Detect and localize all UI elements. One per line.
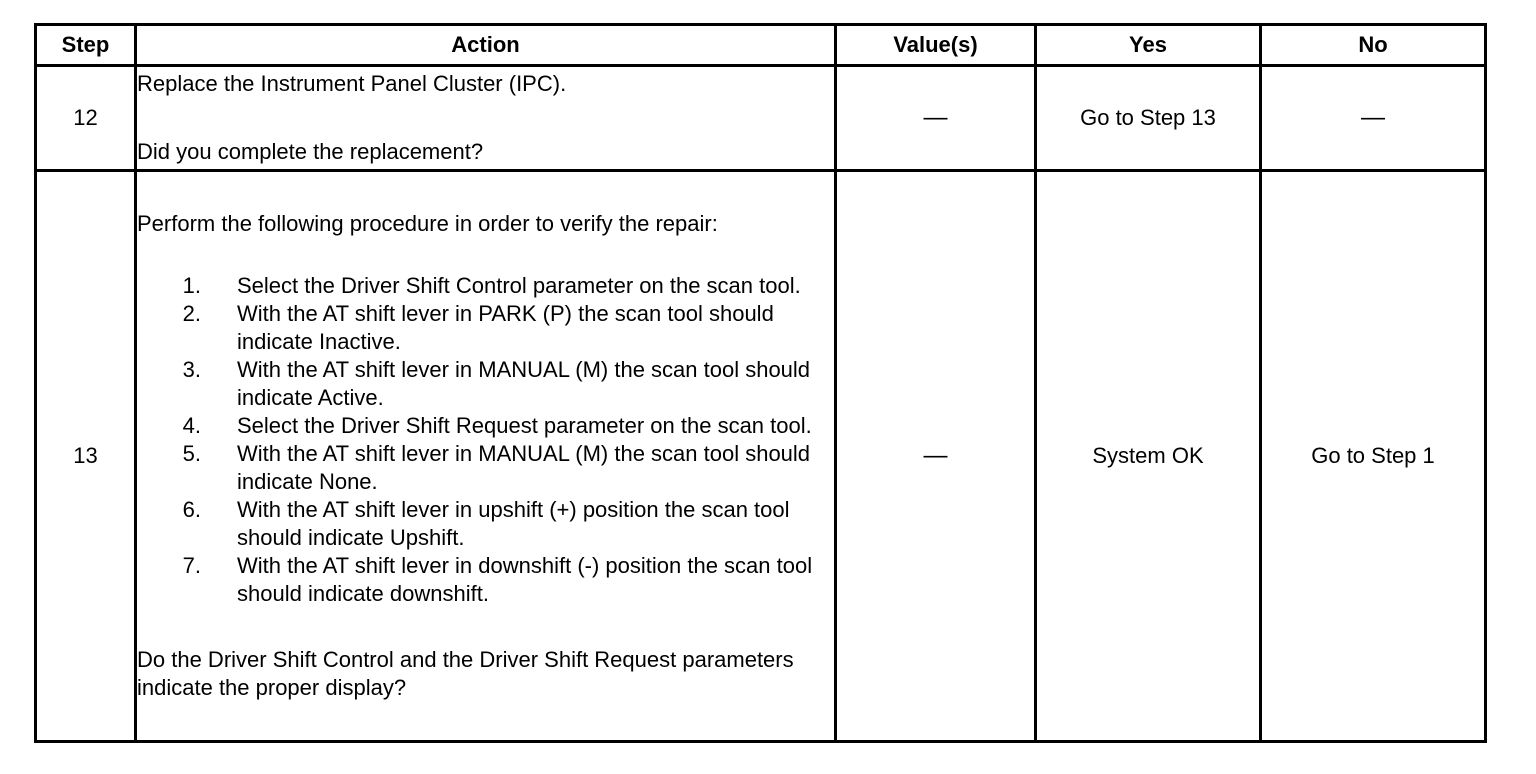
table-row (36, 171, 1486, 742)
table-row (36, 66, 1486, 171)
list-item (137, 356, 834, 412)
action-question: Do the Driver Shift Control and the Driver Shift Request parameters indicate the proper display? (137, 647, 794, 700)
list-item-text: Select the Driver Shift Control parameter on the scan tool. (237, 273, 801, 298)
list-item-text: Select the Driver Shift Request parameter on the scan tool. (237, 413, 812, 438)
action-cell (136, 171, 836, 742)
list-item-number: 6. (182, 497, 201, 522)
step-number: 13 (36, 171, 136, 742)
list-item (137, 272, 834, 300)
list-item-number: 7. (182, 553, 201, 578)
header-row (36, 25, 1486, 66)
list-item-text: With the AT shift lever in upshift (+) position the scan tool should indicate Upshift. (237, 497, 790, 550)
action-intro: Replace the Instrument Panel Cluster (IPC). (137, 71, 567, 96)
list-item-number: 5. (182, 441, 201, 466)
header-yes: Yes (1036, 25, 1261, 66)
list-item (137, 496, 834, 552)
values-cell: — (836, 66, 1036, 171)
step-number: 12 (36, 66, 136, 171)
list-item-number: 2. (182, 301, 201, 326)
list-item-text: With the AT shift lever in MANUAL (M) the scan tool should indicate None. (237, 441, 811, 494)
header-values: Value(s) (836, 25, 1036, 66)
list-item-number: 3. (182, 357, 201, 382)
values-cell: — (836, 171, 1036, 742)
list-item-number: 4. (182, 413, 201, 438)
no-cell: — (1261, 66, 1486, 171)
list-item-text: With the AT shift lever in downshift (-) position the scan tool should indicate downshift. (237, 553, 813, 606)
action-cell (136, 66, 836, 171)
yes-cell: Go to Step 13 (1036, 66, 1261, 171)
list-item (137, 300, 834, 356)
action-intro: Perform the following procedure in order to verify the repair: (137, 211, 718, 236)
list-item (137, 440, 834, 496)
list-item (137, 412, 834, 440)
header-step: Step (36, 25, 136, 66)
procedure-list (137, 272, 834, 608)
no-cell: Go to Step 1 (1261, 171, 1486, 742)
diagnostic-table (34, 23, 1487, 743)
header-no: No (1261, 25, 1486, 66)
list-item-text: With the AT shift lever in MANUAL (M) the scan tool should indicate Active. (237, 357, 811, 410)
list-item-number: 1. (182, 273, 201, 298)
action-question: Did you complete the replacement? (137, 139, 484, 164)
list-item (137, 552, 834, 608)
header-action: Action (136, 25, 836, 66)
list-item-text: With the AT shift lever in PARK (P) the scan tool should indicate Inactive. (237, 301, 774, 354)
yes-cell: System OK (1036, 171, 1261, 742)
